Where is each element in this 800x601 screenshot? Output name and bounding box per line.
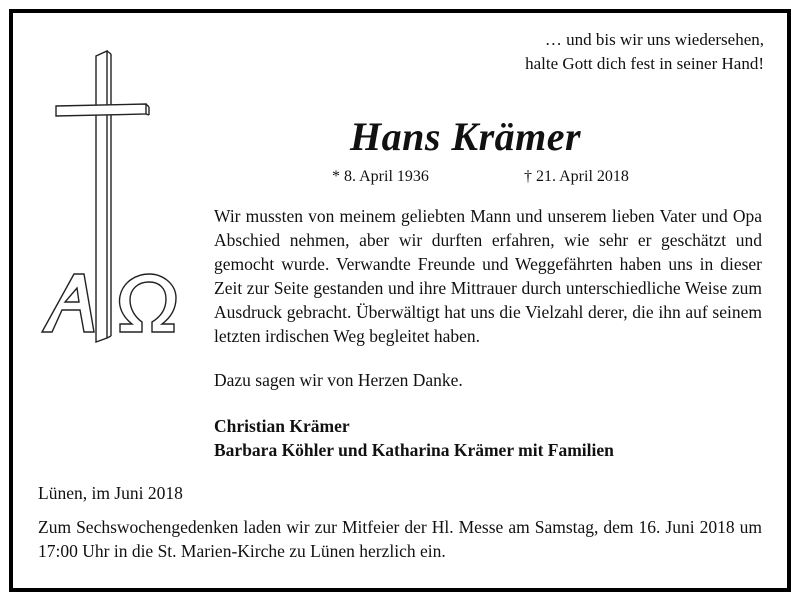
signer-line-2: Barbara Köhler und Katharina Krämer mit Familien <box>214 440 614 460</box>
motto-line-2: halte Gott dich fest in seiner Hand! <box>525 54 764 73</box>
cross-alpha-omega-icon <box>36 48 186 348</box>
memorial-invitation: Zum Sechswochengedenken laden wir zur Mitfeier der Hl. Messe am Samstag, dem 16. Juni 2018 um 17:00 Uhr in die St. Marien-Kirche zu Lünen herzlich ein. <box>38 517 762 561</box>
place-date: Lünen, im Juni 2018 <box>38 483 183 503</box>
deceased-name: Hans Krämer <box>350 114 582 159</box>
signer-line-1: Christian Krämer <box>214 416 350 436</box>
obituary-body-text: Wir mussten von meinem geliebten Mann und unserem lieben Vater und Opa Abschied nehmen, aber wir durften erfahren, wie sehr er geschätzt und gemocht wurde. Verwandte Freunde und Weggefährten haben uns in dieser Zeit zur Seite gestanden und ihre Mittrauer durch unterschiedliche Weise zum Ausdruck gebracht. Überwältigt hat uns die Vielzahl derer, die ihn auf seinem letzten irdischen Weg begleitet haben. <box>214 206 762 346</box>
birth-date: * 8. April 1936 <box>332 168 429 185</box>
signers <box>214 414 614 462</box>
death-date: † 21. April 2018 <box>524 168 629 185</box>
motto-line-1: … und bis wir uns wiedersehen, <box>544 30 764 49</box>
motto <box>525 28 764 76</box>
thanks-line: Dazu sagen wir von Herzen Danke. <box>214 370 463 390</box>
